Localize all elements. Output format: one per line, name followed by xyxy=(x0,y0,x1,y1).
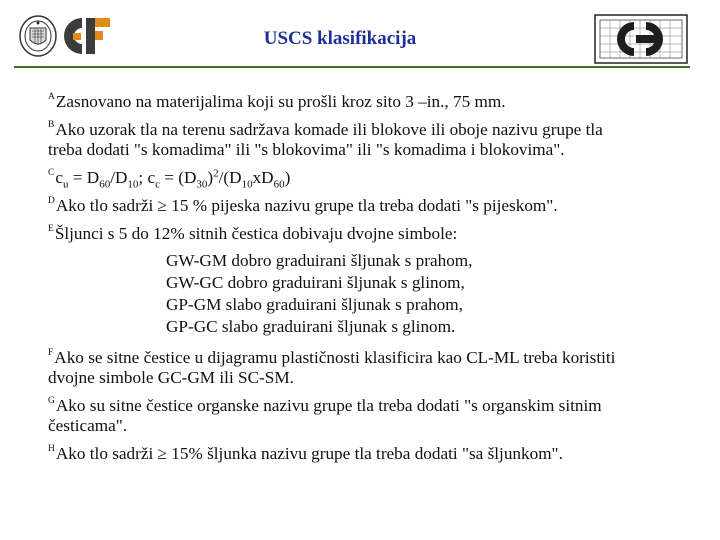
note-text: treba dodati "s komadima" ili "s blokovima" ili "s komadima i blokovima". xyxy=(48,140,565,159)
note-text: Ako se sitne čestice u dijagramu plastičnosti klasificira kao CL-ML treba koristiti xyxy=(54,348,616,367)
note-text: Šljunci s 5 do 12% sitnih čestica dobivaju dvojne simbole: xyxy=(54,224,458,243)
note-letter: H xyxy=(48,444,55,454)
note-letter: D xyxy=(48,196,55,206)
department-logo xyxy=(594,14,688,64)
note-text: Ako uzorak tla na terenu sadržava komade ili blokove ili oboje nazivu grupe tla xyxy=(55,120,603,139)
list-item: GP-GC slabo graduirani šljunak s glinom. xyxy=(166,317,456,336)
note-g xyxy=(48,396,708,436)
dual-symbol-list xyxy=(166,250,708,338)
note-text: Ako tlo sadrži ≥ 15% šljunka nazivu grupe tla treba dodati "sa šljunkom". xyxy=(55,444,563,463)
coefficient-formula: $c_u = D_{60}/D_{10}$; $c_c = (D_{30})^2/(D_{10}xD_{60})$ xyxy=(55,167,291,191)
note-letter: F xyxy=(48,348,54,358)
note-letter: B xyxy=(48,120,55,130)
note-text: Ako tlo sadrži ≥ 15 % pijeska nazivu grupe tla treba dodati "s pijeskom". xyxy=(55,196,558,215)
note-d xyxy=(48,196,708,216)
note-letter: E xyxy=(48,224,54,234)
note-letter: G xyxy=(48,396,55,406)
slide-header xyxy=(0,0,720,70)
list-item: GW-GM dobro graduirani šljunak s prahom, xyxy=(166,251,473,270)
note-h xyxy=(48,444,708,464)
note-b xyxy=(48,120,708,160)
list-item: GP-GM slabo graduirani šljunak s prahom, xyxy=(166,295,463,314)
university-seal-logo xyxy=(18,14,58,58)
classification-notes xyxy=(48,92,708,472)
note-letter: C xyxy=(48,168,55,178)
list-item: GW-GC dobro graduirani šljunak s glinom, xyxy=(166,273,465,292)
faculty-f-logo xyxy=(60,14,112,58)
note-f xyxy=(48,348,708,388)
note-letter: A xyxy=(48,92,55,102)
note-text: Ako su sitne čestice organske nazivu grupe tla treba dodati "s organskim sitnim xyxy=(55,396,602,415)
note-text: dvojne simbole GC-GM ili SC-SM. xyxy=(48,368,294,387)
note-c xyxy=(48,167,708,191)
note-e xyxy=(48,224,708,244)
note-text: česticama". xyxy=(48,416,128,435)
page-title: USCS klasifikacija xyxy=(263,28,417,49)
note-text: Zasnovano na materijalima koji su prošli kroz sito 3 –in., 75 mm. xyxy=(55,92,506,111)
note-a xyxy=(48,92,708,112)
header-divider xyxy=(14,66,690,68)
